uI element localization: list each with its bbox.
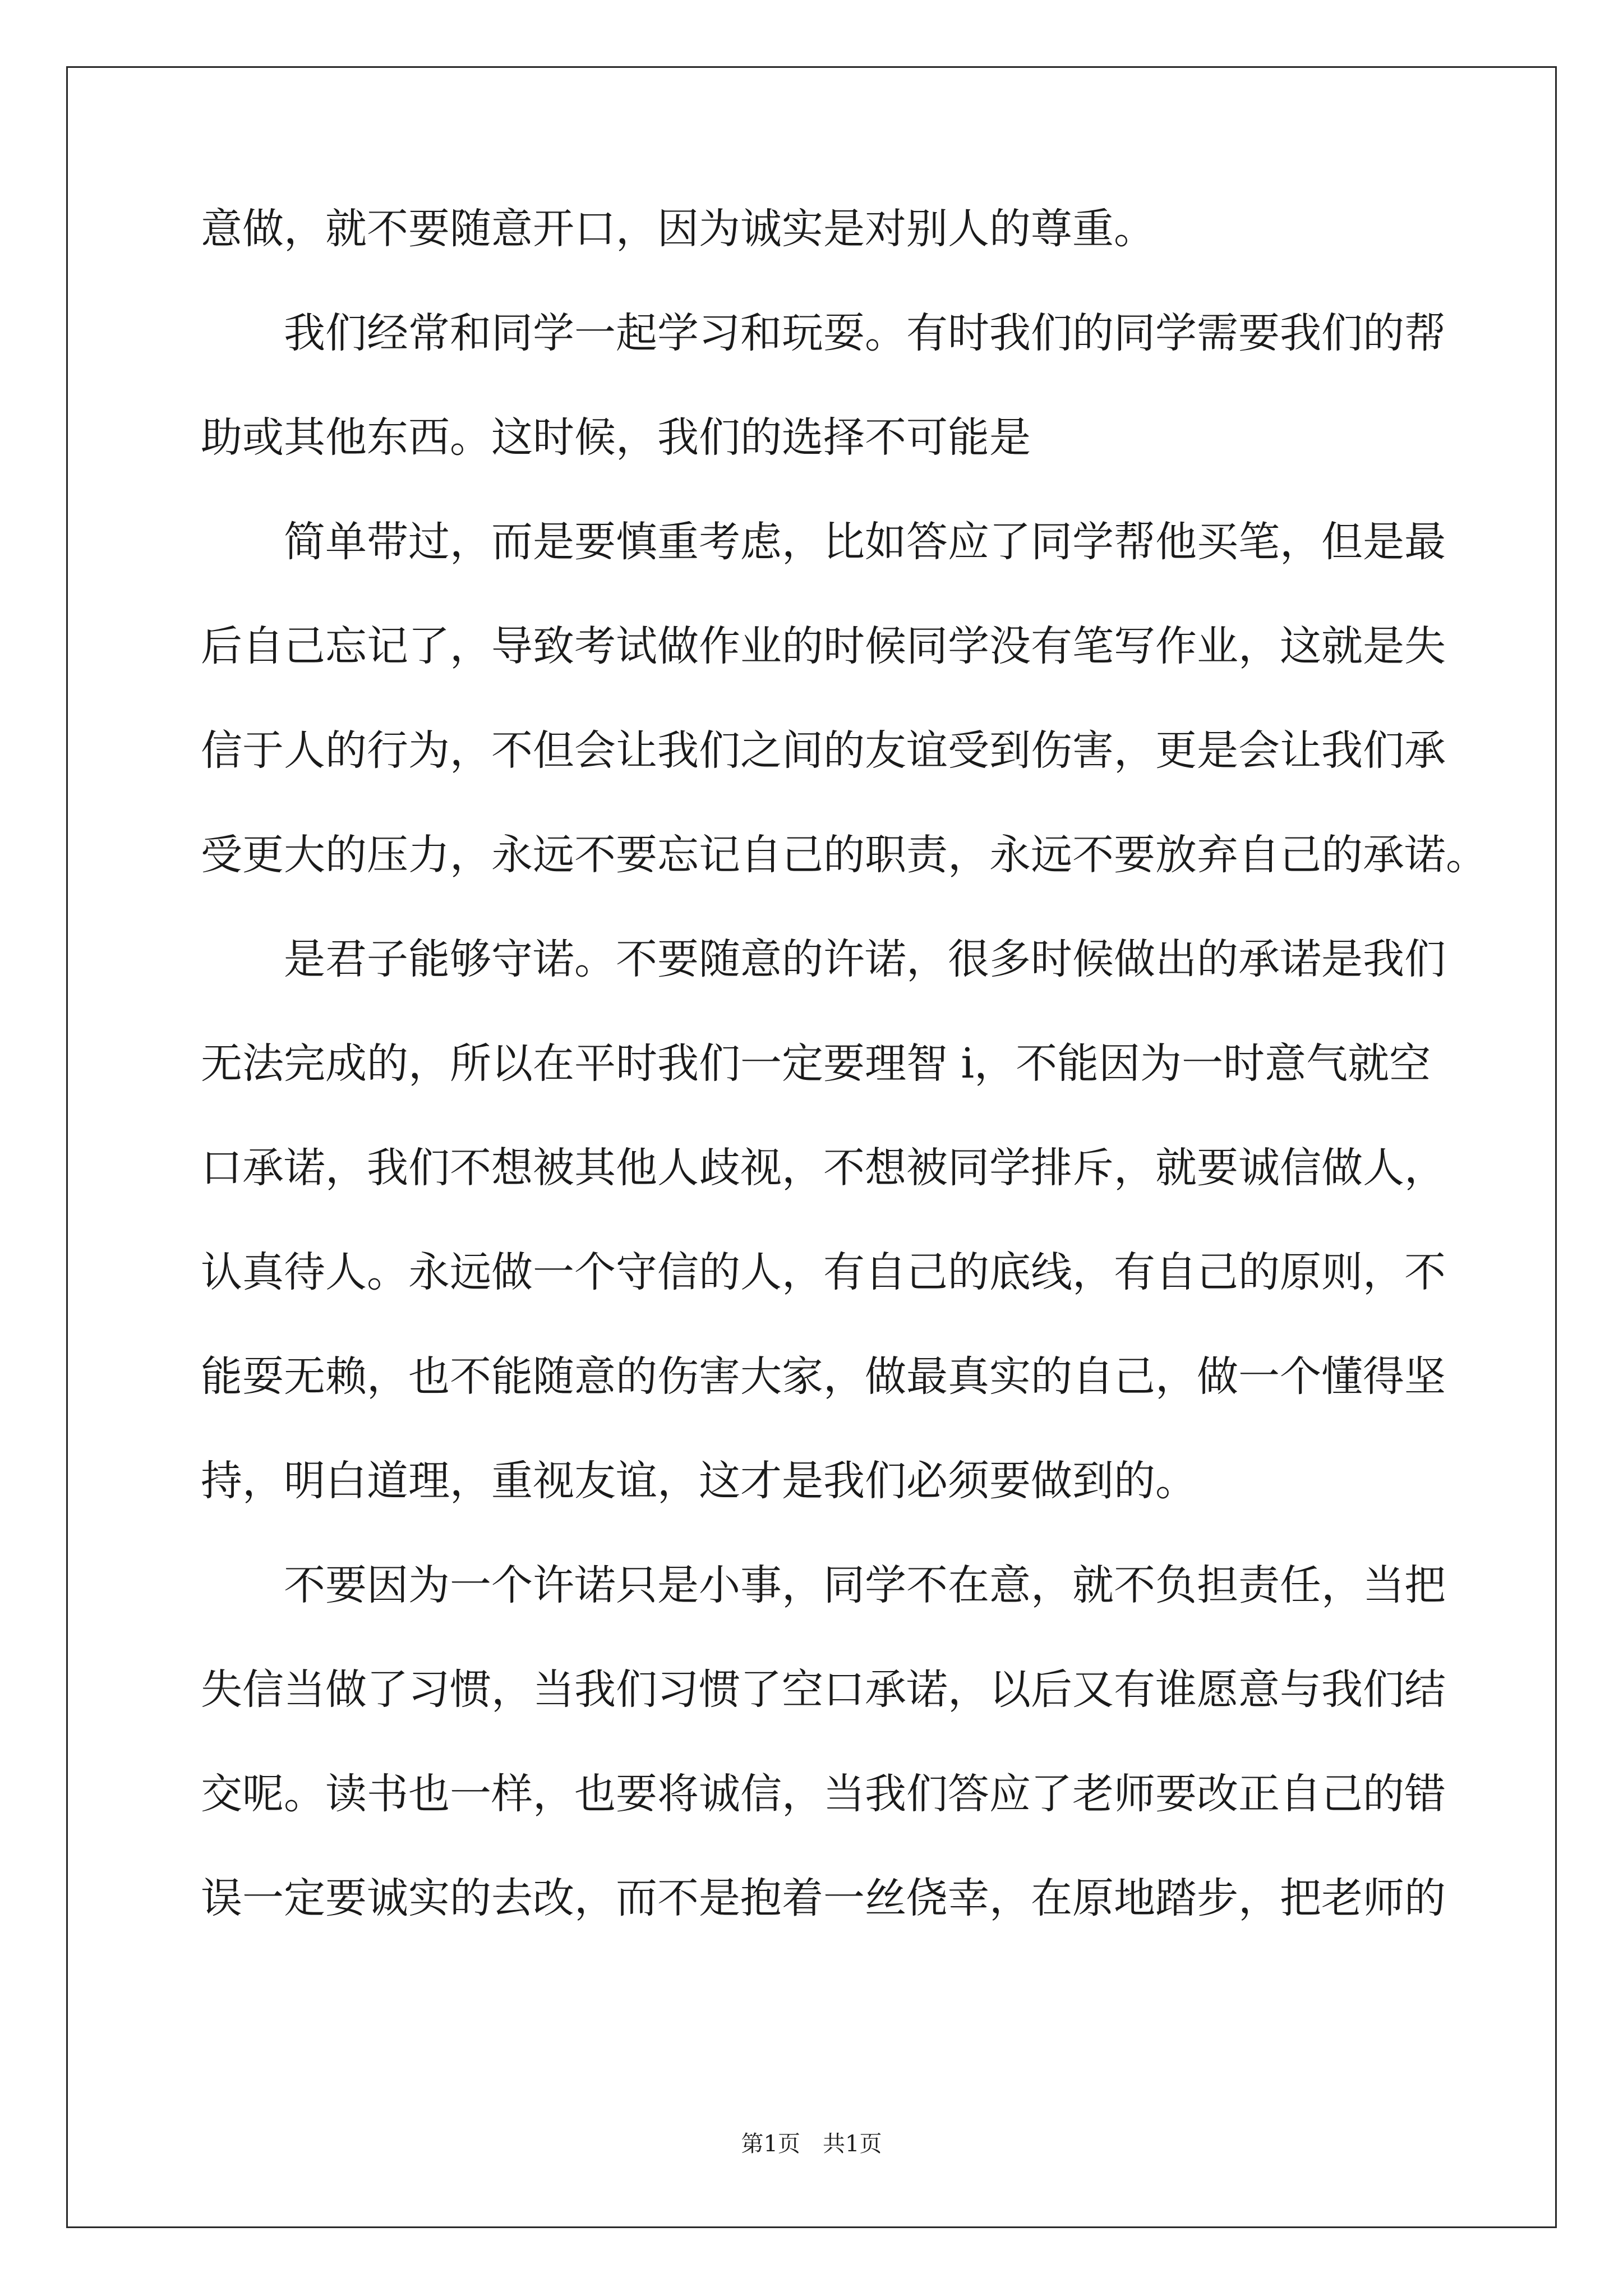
text-line-10: 口承诺，我们不想被其他人歧视，不想被同学排斥，就要诚信做人， (201, 1144, 1446, 1192)
text-line-13: 持，明白道理，重视友谊，这才是我们必须要做到的。 (201, 1457, 1197, 1505)
text-line-15: 失信当做了习惯，当我们习惯了空口承诺，以后又有谁愿意与我们结 (201, 1665, 1446, 1714)
text-line-1: 意做，就不要随意开口，因为诚实是对别人的尊重。 (201, 205, 1155, 253)
text-line-16: 交呢。读书也一样，也要将诚信，当我们答应了老师要改正自己的错 (201, 1770, 1446, 1818)
text-line-14: 不要因为一个许诺只是小事，同学不在意，就不负担责任，当把 (284, 1561, 1446, 1609)
text-line-6: 信于人的行为，不但会让我们之间的友谊受到伤害，更是会让我们承 (201, 726, 1446, 775)
text-line-5: 后自己忘记了，导致考试做作业的时候同学没有笔写作业，这就是失 (201, 622, 1446, 670)
text-line-17: 误一定要诚实的去改，而不是抱着一丝侥幸，在原地踏步，把老师的 (201, 1874, 1446, 1922)
text-line-11: 认真待人。永远做一个守信的人，有自己的底线，有自己的原则，不 (201, 1248, 1446, 1296)
text-line-2: 我们经常和同学一起学习和玩耍。有时我们的同学需要我们的帮 (284, 309, 1446, 357)
text-line-4: 简单带过，而是要慎重考虑，比如答应了同学帮他买笔，但是最 (284, 518, 1446, 566)
text-line-7: 受更大的压力，永远不要忘记自己的职责，永远不要放弃自己的承诺。 (201, 831, 1487, 879)
text-line-8: 是君子能够守诺。不要随意的许诺，很多时候做出的承诺是我们 (284, 935, 1446, 983)
text-line-9: 无法完成的，所以在平时我们一定要理智 i，不能因为一时意气就空 (201, 1039, 1431, 1088)
text-line-12: 能耍无赖，也不能随意的伤害大家，做最真实的自己，做一个懂得坚 (201, 1352, 1446, 1401)
text-line-3: 助或其他东西。这时候，我们的选择不可能是 (201, 413, 1031, 462)
page-footer: 第1页 共1页 (741, 2131, 882, 2157)
